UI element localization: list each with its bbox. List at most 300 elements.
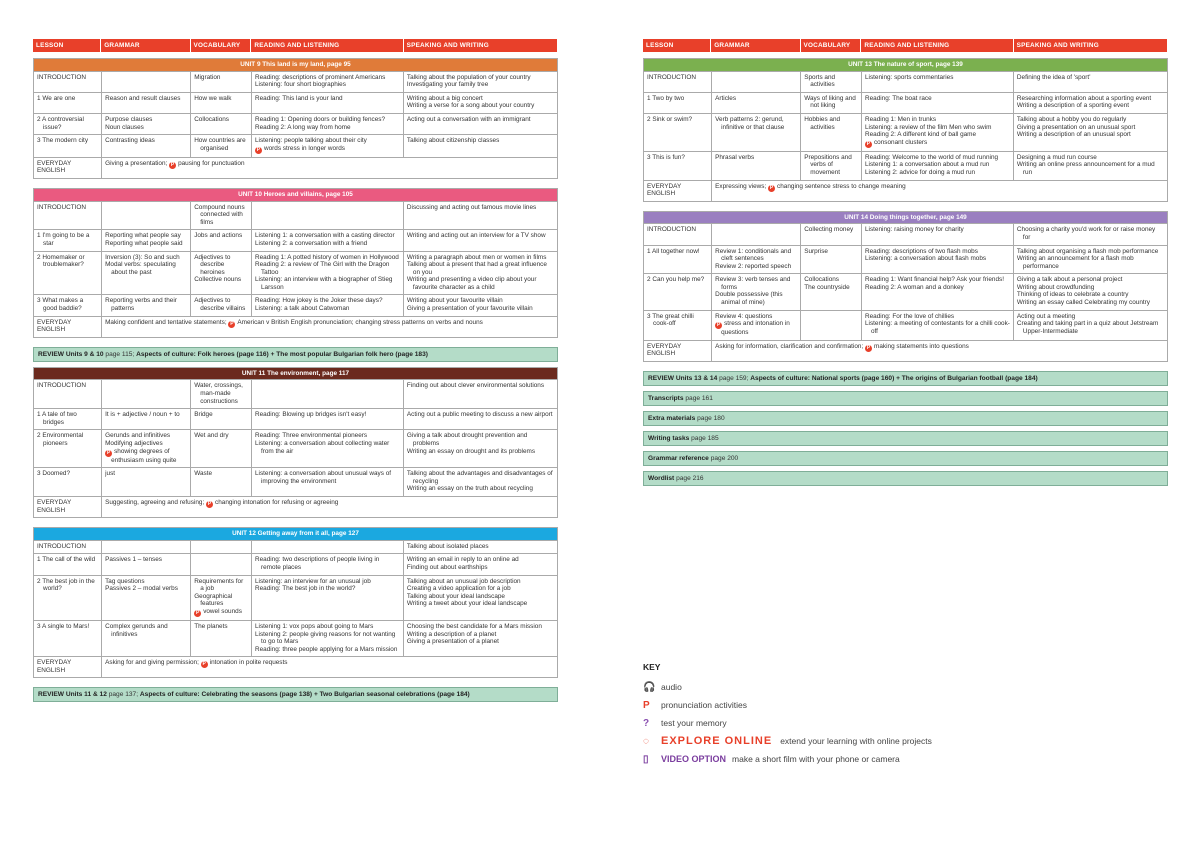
cell-line: Writing about your favourite villain <box>406 297 503 305</box>
cell-line: Reporting what people say <box>105 232 181 240</box>
cell <box>403 230 557 251</box>
unit-title: UNIT 11 The environment, page 117 <box>34 367 558 380</box>
cell <box>34 135 102 158</box>
everyday-english-row <box>644 340 1168 361</box>
cell-line: Discussing and acting out famous movie lines <box>406 203 537 211</box>
cell <box>644 224 712 245</box>
cell <box>403 409 557 430</box>
column-header <box>33 39 558 52</box>
cell <box>102 540 191 554</box>
section-link-title: Transcripts <box>648 395 684 403</box>
cell <box>403 135 557 158</box>
section-link-page: page 137; <box>106 691 140 699</box>
section-link[interactable] <box>33 347 558 362</box>
cell-text: American v British English pronunciation; changing stress patterns on verbs and nouns <box>237 318 483 326</box>
cell <box>102 575 191 620</box>
cell <box>644 113 712 151</box>
cell <box>191 575 252 620</box>
cell <box>102 92 191 113</box>
cell <box>712 113 801 151</box>
cell <box>403 620 557 656</box>
lesson-row <box>34 620 558 656</box>
cell-line: 1 All together now! <box>647 247 700 255</box>
cell-line: Modal verbs: speculating about the past <box>105 261 176 276</box>
cell <box>403 113 557 134</box>
cell-line: 3 This is fun? <box>647 153 685 161</box>
key-item-text: test your memory <box>661 718 727 728</box>
cell <box>403 554 557 575</box>
cell <box>801 113 862 151</box>
cell-line: Reading: two descriptions of people living in remote places <box>254 556 380 571</box>
cell <box>251 71 403 92</box>
pronunciation-icon: P <box>202 661 206 668</box>
cell <box>712 71 801 92</box>
column-header <box>643 39 1168 52</box>
cell <box>34 380 102 409</box>
lesson-row <box>644 310 1168 340</box>
everyday-english-text <box>102 657 558 678</box>
cell-line: Reading: three people applying for a Mars mission <box>254 645 398 653</box>
cell <box>644 151 712 180</box>
cell-line: Giving a talk about drought prevention and problems <box>406 432 528 447</box>
cell <box>712 274 801 310</box>
cell <box>34 251 102 295</box>
cell <box>403 540 557 554</box>
lesson-row <box>34 230 558 251</box>
cell <box>403 295 557 316</box>
cell <box>644 92 712 113</box>
cell-line: Listening 1: a conversation with a casting director <box>254 232 395 240</box>
cell-line: Reason and result clauses <box>105 94 181 102</box>
cell-line: 2 Environmental pioneers <box>37 432 84 447</box>
everyday-english-label: EVERYDAY ENGLISH <box>644 340 712 361</box>
cell-text: Giving a presentation; <box>105 159 170 167</box>
cell-line: Listening: a review of the film Men who swim <box>864 123 992 131</box>
cell-line: Jobs and actions <box>194 232 243 240</box>
cell <box>1013 151 1167 180</box>
cell <box>191 113 252 134</box>
everyday-english-text <box>102 316 558 337</box>
unit-title: UNIT 13 The nature of sport, page 139 <box>644 59 1168 72</box>
cell <box>801 274 862 310</box>
column-header-3: READING AND LISTENING <box>251 39 403 52</box>
section-link-title: Grammar reference <box>648 455 709 463</box>
section-link-title: REVIEW Units 11 & 12 <box>38 691 107 699</box>
cell-line: 1 I'm going to be a star <box>37 232 90 247</box>
everyday-english-text <box>712 180 1168 201</box>
cell-line: How countries are organised <box>194 137 246 152</box>
column-header-4: SPEAKING AND WRITING <box>1014 39 1168 52</box>
cell-line: Modifying adjectives <box>105 440 163 447</box>
cell <box>34 575 102 620</box>
unit-header <box>644 59 1168 72</box>
cell-line: Giving a presentation on an unusual sport <box>1016 123 1136 131</box>
everyday-english-label: EVERYDAY ENGLISH <box>34 157 102 178</box>
cell <box>102 71 191 92</box>
cell-line: Investigating your family tree <box>406 81 489 89</box>
section-link[interactable] <box>643 471 1168 486</box>
column-header-1: GRAMMAR <box>711 39 800 52</box>
cell-line: Reading: The best job in the world? <box>254 585 356 593</box>
cell-line: Requirements for a job <box>194 577 244 593</box>
section-link[interactable] <box>643 431 1168 446</box>
cell-line: 3 The modern city <box>37 137 89 145</box>
cell-line: Reading: This land is your land <box>254 94 343 102</box>
cell <box>801 92 862 113</box>
cell-line: Writing about a big concert <box>406 94 483 102</box>
cell <box>251 620 403 656</box>
key-item-label: EXPLORE ONLINE <box>661 735 773 747</box>
cell <box>191 230 252 251</box>
cell-line: Contrasting ideas <box>105 137 155 145</box>
cell-line: 1 A tale of two bridges <box>37 411 77 426</box>
cell-text: pausing for punctuation <box>178 159 245 167</box>
cell-line: Listening: an interview for an unusual job <box>254 577 371 585</box>
cell-line: Acting out a conversation with an immigrant <box>406 115 531 123</box>
cell-line <box>194 608 248 617</box>
cell <box>34 409 102 430</box>
cell-line: Researching information about a sporting event <box>1016 94 1152 102</box>
section-link-extra: Aspects of culture: Celebrating the seasons (page 138) + Two Bulgarian seasonal celebrations (page 184) <box>139 691 470 699</box>
section-link-page: page 216 <box>674 475 704 483</box>
cell-line: Writing about crowdfunding <box>1016 283 1095 291</box>
cell-text: Making confident and tentative statements; <box>105 318 229 326</box>
cell-line: Review 4: questions <box>715 312 773 320</box>
cell <box>191 251 252 295</box>
pronunciation-icon: P <box>866 344 871 351</box>
cell <box>801 71 862 92</box>
everyday-english-row <box>644 180 1168 201</box>
lesson-row <box>34 135 558 158</box>
cell-text: changing sentence stress to change meaning <box>777 182 906 190</box>
cell-line <box>105 448 187 465</box>
lesson-row <box>644 245 1168 274</box>
key-item <box>643 678 932 696</box>
cell-line: Listening: sports commentaries <box>864 73 954 81</box>
cell-line: 2 Homemaker or troublemaker? <box>37 253 85 269</box>
cell <box>102 409 191 430</box>
lesson-row <box>34 295 558 316</box>
cell <box>34 468 102 497</box>
cell <box>801 245 862 274</box>
cell-line: Talking about your ideal landscape <box>406 592 505 600</box>
cell <box>712 224 801 245</box>
cell-line: Writing and acting out an interview for a TV show <box>406 232 546 240</box>
cell-text: showing degrees of enthusiasm using quite <box>111 447 177 464</box>
cell-line: Prepositions and verbs of movement <box>804 153 852 176</box>
cell-line: Writing a verse for a song about your country <box>406 102 535 110</box>
cell <box>1013 245 1167 274</box>
cell-text: vowel sounds <box>203 607 242 615</box>
column-header-2: VOCABULARY <box>191 39 252 52</box>
cell-line: Listening: four short biographies <box>254 81 346 89</box>
cell <box>861 274 1013 310</box>
cell <box>403 71 557 92</box>
cell-line: Reading 1: Opening doors or building fences? <box>254 115 386 123</box>
cell-line: Waste <box>194 470 213 478</box>
head-memory-icon: ? <box>643 717 650 729</box>
cell <box>251 135 403 158</box>
cell-line <box>255 145 400 154</box>
key-item <box>643 696 932 714</box>
cell-line: Water, crossings, man-made constructions <box>194 382 243 405</box>
cell-line: Writing and presenting a video clip about your favourite character as a child <box>406 276 537 291</box>
section-link[interactable] <box>643 391 1168 406</box>
cell <box>251 92 403 113</box>
column-header-1: GRAMMAR <box>101 39 190 52</box>
cell-line: It is + adjective / noun + to <box>105 411 180 419</box>
key-title: KEY <box>643 662 661 672</box>
everyday-english-label: EVERYDAY ENGLISH <box>34 316 102 337</box>
cell <box>102 113 191 134</box>
key-item-text: extend your learning with online projects <box>780 736 932 746</box>
cell <box>251 468 403 497</box>
cell-line: Listening: people talking about their city <box>254 137 367 145</box>
cell-line <box>715 320 797 337</box>
cell <box>102 554 191 575</box>
cell-line: Writing a description of an unusual sport <box>1016 131 1131 139</box>
cell-line: 3 Doomed? <box>37 470 71 478</box>
cell-line: Reading 2: A woman and a donkey <box>864 283 964 291</box>
cell <box>191 468 252 497</box>
cell <box>861 310 1013 340</box>
cell-line: Reading 2: A long way from home <box>254 123 351 131</box>
unit-header <box>644 211 1168 224</box>
pronunciation-icon: P <box>106 449 111 456</box>
everyday-english-label: EVERYDAY ENGLISH <box>34 657 102 678</box>
cell-line: Acting out a public meeting to discuss a new airport <box>406 411 553 419</box>
cell-line: Reading: Blowing up bridges isn't easy! <box>254 411 367 419</box>
key-item <box>643 714 932 732</box>
cell <box>1013 310 1167 340</box>
cell <box>801 151 862 180</box>
unit-header <box>34 367 558 380</box>
cell-line: Bridge <box>194 411 213 419</box>
unit-title: UNIT 14 Doing things together, page 149 <box>644 211 1168 224</box>
section-link-title: Wordlist <box>648 475 675 483</box>
cell-line: Passives 1 – tenses <box>105 556 162 564</box>
cell-line: 1 We are one <box>37 94 76 102</box>
unit-title: UNIT 10 Heroes and villains, page 105 <box>34 188 558 201</box>
cell <box>191 380 252 409</box>
unit-header <box>34 188 558 201</box>
contents-right-column <box>643 39 1168 491</box>
cell <box>1013 274 1167 310</box>
cell-line: Listening: an interview with a biographer of Stieg Larsson <box>254 276 393 291</box>
cell <box>801 310 862 340</box>
cell <box>712 310 801 340</box>
lesson-row <box>644 113 1168 151</box>
cell <box>712 92 801 113</box>
cell <box>34 230 102 251</box>
lesson-row <box>34 554 558 575</box>
cell-text: Asking for information, clarification and confirmation; <box>715 342 866 350</box>
lesson-row <box>644 92 1168 113</box>
unit-header <box>34 59 558 72</box>
cell-line: Reading: Welcome to the world of mud running <box>864 153 999 161</box>
cell-line: Finding out about earthships <box>406 563 488 571</box>
everyday-english-text <box>102 496 558 517</box>
cell-text: Asking for and giving permission; <box>105 659 201 667</box>
cell <box>102 201 191 230</box>
cell-line: Sports and activities <box>804 73 836 89</box>
cell-line <box>865 139 1010 148</box>
cell <box>191 554 252 575</box>
cell-line: Adjectives to describe heroines <box>194 253 231 276</box>
cell <box>34 540 102 554</box>
column-header-2: VOCABULARY <box>801 39 862 52</box>
cell-line: 2 A controversial issue? <box>37 115 84 131</box>
cell-line: Reporting verbs and their patterns <box>105 297 177 313</box>
cell-line: Listening 2: a conversation with a friend <box>254 239 368 247</box>
unit-table <box>33 367 558 518</box>
cell <box>102 430 191 468</box>
cell <box>861 92 1013 113</box>
lesson-row <box>34 92 558 113</box>
cell-text: Expressing views; <box>715 182 769 190</box>
cell <box>102 380 191 409</box>
cell-line: Listening: a conversation about collecting water from the air <box>254 440 390 455</box>
cell-line: Creating a video application for a job <box>406 585 511 593</box>
cell-line: Reading: The boat race <box>864 94 932 102</box>
cell-line: Reading 2: a review of The Girl with the Dragon Tattoo <box>254 261 390 276</box>
cell-line: Talking about isolated places <box>406 542 489 550</box>
lesson-row <box>34 380 558 409</box>
everyday-english-text <box>712 340 1168 361</box>
cell-line: Talking about the advantages and disadvantages of recycling <box>406 470 553 485</box>
cell <box>251 554 403 575</box>
cell <box>403 201 557 230</box>
section-link-page: page 161 <box>683 395 713 403</box>
cell-line: INTRODUCTION <box>37 542 86 550</box>
cell-line: Listening 1: a conversation about a mud run <box>864 161 990 169</box>
cell <box>403 430 557 468</box>
cell-line: Noun clauses <box>105 123 144 131</box>
section-link[interactable] <box>643 371 1168 386</box>
column-header-3: READING AND LISTENING <box>861 39 1013 52</box>
cell-line: Writing a description of a sporting event <box>1016 102 1130 110</box>
section-link-page: page 180 <box>695 415 725 423</box>
cell-line: Reporting what people said <box>105 239 183 247</box>
cell <box>251 251 403 295</box>
section-link[interactable] <box>643 411 1168 426</box>
cell-line: 3 What makes a good baddie? <box>37 297 84 313</box>
cell <box>403 468 557 497</box>
cell-line: Talking about an unusual job description <box>406 577 521 585</box>
cell-line: Talking about the population of your country <box>406 73 531 81</box>
cell-line: Writing a paragraph about men or women in films <box>406 253 547 261</box>
cell-line: How we walk <box>194 94 232 102</box>
cell <box>191 409 252 430</box>
cell <box>102 620 191 656</box>
cell-line: 2 The best job in the world? <box>37 577 95 593</box>
pronunciation-icon: P <box>256 146 261 153</box>
unit-title: UNIT 12 Getting away from it all, page 127 <box>34 528 558 541</box>
section-link[interactable] <box>643 451 1168 466</box>
cell-line: Talking about a hobby you do regularly <box>1016 115 1127 123</box>
lesson-row <box>34 540 558 554</box>
section-link[interactable] <box>33 687 558 702</box>
section-link-title: REVIEW Units 13 & 14 <box>648 375 718 383</box>
cell-line: Listening: a conversation about unusual ways of improving the environment <box>254 470 392 485</box>
pronunciation-icon: P <box>196 609 200 616</box>
column-header-0: LESSON <box>33 39 101 52</box>
cell-text: stress and intonation in questions <box>721 320 790 337</box>
cell-line: Writing an online press announcement for a mud run <box>1016 161 1155 176</box>
cell-line: Purpose clauses <box>105 115 153 123</box>
cell <box>102 251 191 295</box>
cell <box>191 540 252 554</box>
cell-line: Giving a presentation of a planet <box>406 638 499 646</box>
cell-line: Wet and dry <box>194 432 229 440</box>
cell-line: Acting out a meeting <box>1016 312 1076 320</box>
cell-line: Writing an essay called Celebrating my country <box>1016 299 1151 307</box>
cell-line: Reading: How jokey is the Joker these days? <box>254 297 383 305</box>
cell-text: consonant clusters <box>873 138 928 146</box>
key-item-text: audio <box>661 682 682 692</box>
cell-line: Finding out about clever environmental solutions <box>406 382 545 390</box>
cell-text: Suggesting, agreeing and refusing; <box>105 498 207 506</box>
cell-line: Review 1: conditionals and cleft sentences <box>715 247 792 263</box>
cell <box>251 409 403 430</box>
cell-line: Talking about organising a flash mob performance <box>1016 247 1159 255</box>
column-header-4: SPEAKING AND WRITING <box>404 39 558 52</box>
lesson-row <box>34 113 558 134</box>
pronunciation-icon: P <box>716 322 721 329</box>
column-header-0: LESSON <box>643 39 711 52</box>
cell <box>251 113 403 134</box>
cell-line: just <box>105 470 116 478</box>
unit-table <box>643 58 1168 202</box>
pronunciation-icon: P <box>643 699 650 711</box>
cell-line: Adjectives to describe villains <box>194 297 246 313</box>
cell-line: Listening: a conversation about flash mobs <box>864 255 987 263</box>
section-link-extra: Aspects of culture: National sports (page 160) + The origins of Bulgarian football (page 184) <box>750 375 1038 383</box>
cell-line: Listening 2: advice for doing a mud run <box>864 168 976 176</box>
cell <box>102 135 191 158</box>
cell <box>251 575 403 620</box>
cell-line: Gerunds and infinitives <box>105 432 171 440</box>
cell-line: Reading: descriptions of two flash mobs <box>864 247 978 255</box>
unit-table <box>33 527 558 678</box>
lesson-row <box>34 468 558 497</box>
lesson-row <box>34 409 558 430</box>
lesson-row <box>34 251 558 295</box>
cell <box>861 113 1013 151</box>
unit-title: UNIT 9 This land is my land, page 95 <box>34 59 558 72</box>
lesson-row <box>34 71 558 92</box>
cell <box>191 620 252 656</box>
cell-line: INTRODUCTION <box>647 73 696 81</box>
key-item <box>643 750 932 768</box>
cell-line: INTRODUCTION <box>37 382 86 390</box>
cell <box>102 230 191 251</box>
cell-text: intonation in polite requests <box>209 659 288 667</box>
everyday-english-label: EVERYDAY ENGLISH <box>644 180 712 201</box>
lesson-row <box>34 430 558 468</box>
cell <box>861 71 1013 92</box>
key-item-text: pronunciation activities <box>661 700 747 710</box>
lesson-row <box>644 151 1168 180</box>
cell-line: Compound nouns connected with films <box>194 203 245 226</box>
explore-online-icon: ◌ <box>643 735 649 747</box>
pronunciation-icon: P <box>769 184 774 191</box>
cell-line: Listening 1: vox pops about going to Mars <box>254 622 374 630</box>
cell-line: Double possessive (this animal of mine) <box>715 291 783 307</box>
cell <box>861 151 1013 180</box>
cell <box>251 380 403 409</box>
cell <box>712 245 801 274</box>
